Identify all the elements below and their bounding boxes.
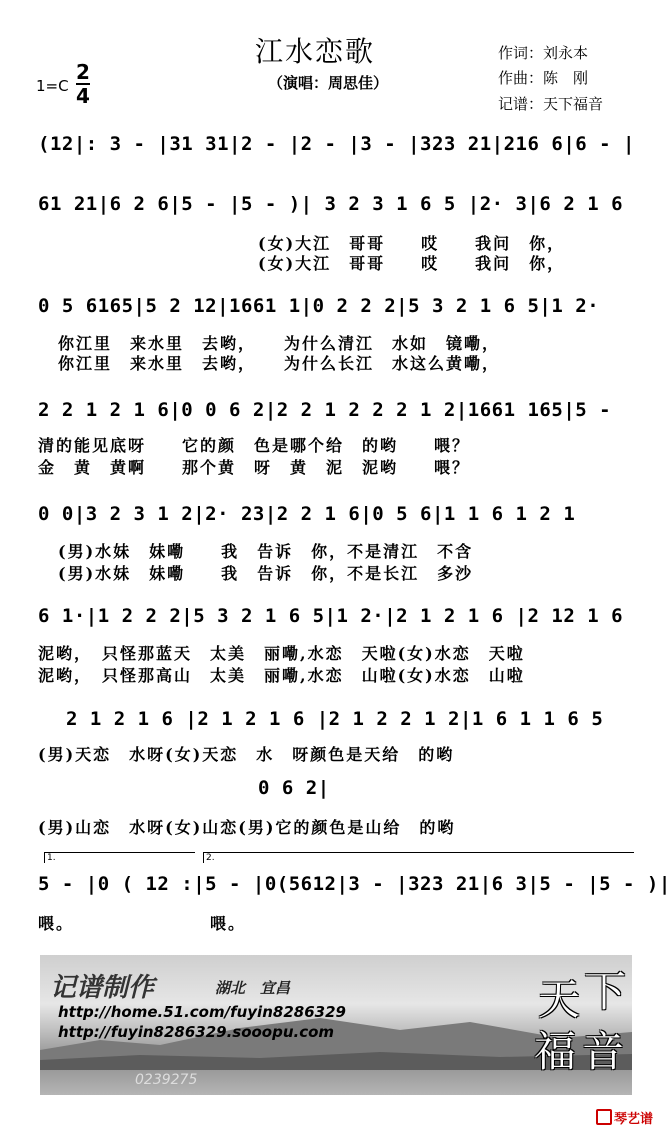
lyric-line-2b: (女)大江 哥哥 哎 我问 你， [258, 254, 566, 273]
notation-line-7: 2 1 2 1 6 |2 1 2 1 6 |2 1 2 2 1 2|1 6 1 1 6 5 [66, 708, 604, 730]
lyric-line-7: (男)天恋 水呀(女)天恋 水 呀颜色是天给 的哟 [38, 745, 455, 764]
lyric-line-2a: (女)大江 哥哥 哎 我问 你， [258, 234, 566, 253]
transcriber-credit: 记谱：天下福音 [498, 95, 604, 113]
time-signature: 2 4 [76, 60, 90, 108]
notation-line-2: 61 21|6 2 6|5 - |5 - )| 3 2 3 1 6 5 |2· 3|6 2 1 6 [38, 193, 624, 215]
banner-place: 湖北 宜昌 [215, 979, 291, 997]
notation-line-9: 5 - |0 ( 12 :|5 - |0(5612|3 - |323 21|6 3|5 - |5 - )| [38, 873, 671, 895]
seal-logo [532, 967, 632, 1082]
lyric-line-9: 喂。 喂。 [38, 914, 247, 933]
banner-number: 0239275 [135, 1072, 198, 1088]
volta-second-ending: 2. [203, 852, 634, 863]
notation-line-8: 0 6 2| [258, 777, 330, 799]
lyric-line-6a: 泥哟， 只怪那蓝天 太美 丽嘞,水恋 天啦(女)水恋 天啦 [38, 644, 525, 663]
lyric-line-6b: 泥哟， 只怪那高山 太美 丽嘞,水恋 山啦(女)水恋 山啦 [38, 666, 525, 685]
banner-heading: 记谱制作 [50, 973, 155, 1003]
seal-char-2: 下 [584, 967, 627, 1016]
volta-first-ending: 1. [44, 852, 195, 863]
seal-char-4: 音 [582, 1027, 625, 1076]
notation-line-3: 0 5 6165|5 2 12|1661 1|0 2 2 2|5 3 2 1 6 5|1 2· [38, 295, 600, 317]
lyricist-credit: 作词：刘永本 [498, 44, 589, 62]
piano-icon [596, 1109, 612, 1125]
notation-line-6: 6 1·|1 2 2 2|5 3 2 1 6 5|1 2·|2 1 2 1 6 |2 12 1 6 [38, 605, 624, 627]
lyric-line-3a: 你江里 来水里 去哟， 为什么清江 水如 镜嘞， [58, 334, 501, 353]
lyric-line-4a: 清的能见底呀 它的颜 色是哪个给 的哟 喂？ [38, 436, 471, 455]
lyric-line-8: (男)山恋 水呀(女)山恋(男)它的颜色是山给 的哟 [38, 818, 456, 837]
key-signature: 1=C [36, 77, 69, 95]
notation-line-1: (12|: 3 - |31 31|2 - |2 - |3 - |323 21|216 6|6 - | [38, 133, 635, 155]
banner-url-2[interactable]: http://fuyin8286329.sooopu.com [58, 1023, 335, 1041]
seal-char-1: 天 [538, 975, 581, 1024]
lyric-line-4b: 金 黄 黄啊 那个黄 呀 黄 泥 泥哟 喂？ [38, 458, 471, 477]
singer-line: （演唱：周思佳） [268, 74, 389, 92]
song-title: 江水恋歌 [255, 35, 376, 68]
site-logo: 琴艺谱 [596, 1108, 653, 1127]
seal-char-3: 福 [534, 1027, 577, 1076]
notation-line-4: 2 2 1 2 1 6|0 0 6 2|2 2 1 2 2 2 1 2|1661 165|5 - [38, 399, 612, 421]
notation-line-5: 0 0|3 2 3 1 2|2· 23|2 2 1 6|0 5 6|1 1 6 1 2 1 [38, 503, 576, 525]
lyric-line-5b: (男)水妹 妹嘞 我 告诉 你，不是长江 多沙 [58, 564, 474, 583]
banner-url-1[interactable]: http://home.51.com/fuyin8286329 [58, 1003, 346, 1021]
lyric-line-5a: (男)水妹 妹嘞 我 告诉 你，不是清江 不含 [58, 542, 474, 561]
composer-credit: 作曲：陈 刚 [498, 69, 589, 87]
transcriber-banner [40, 955, 632, 1095]
lyric-line-3b: 你江里 来水里 去哟， 为什么长江 水这么黄嘞， [58, 354, 501, 373]
